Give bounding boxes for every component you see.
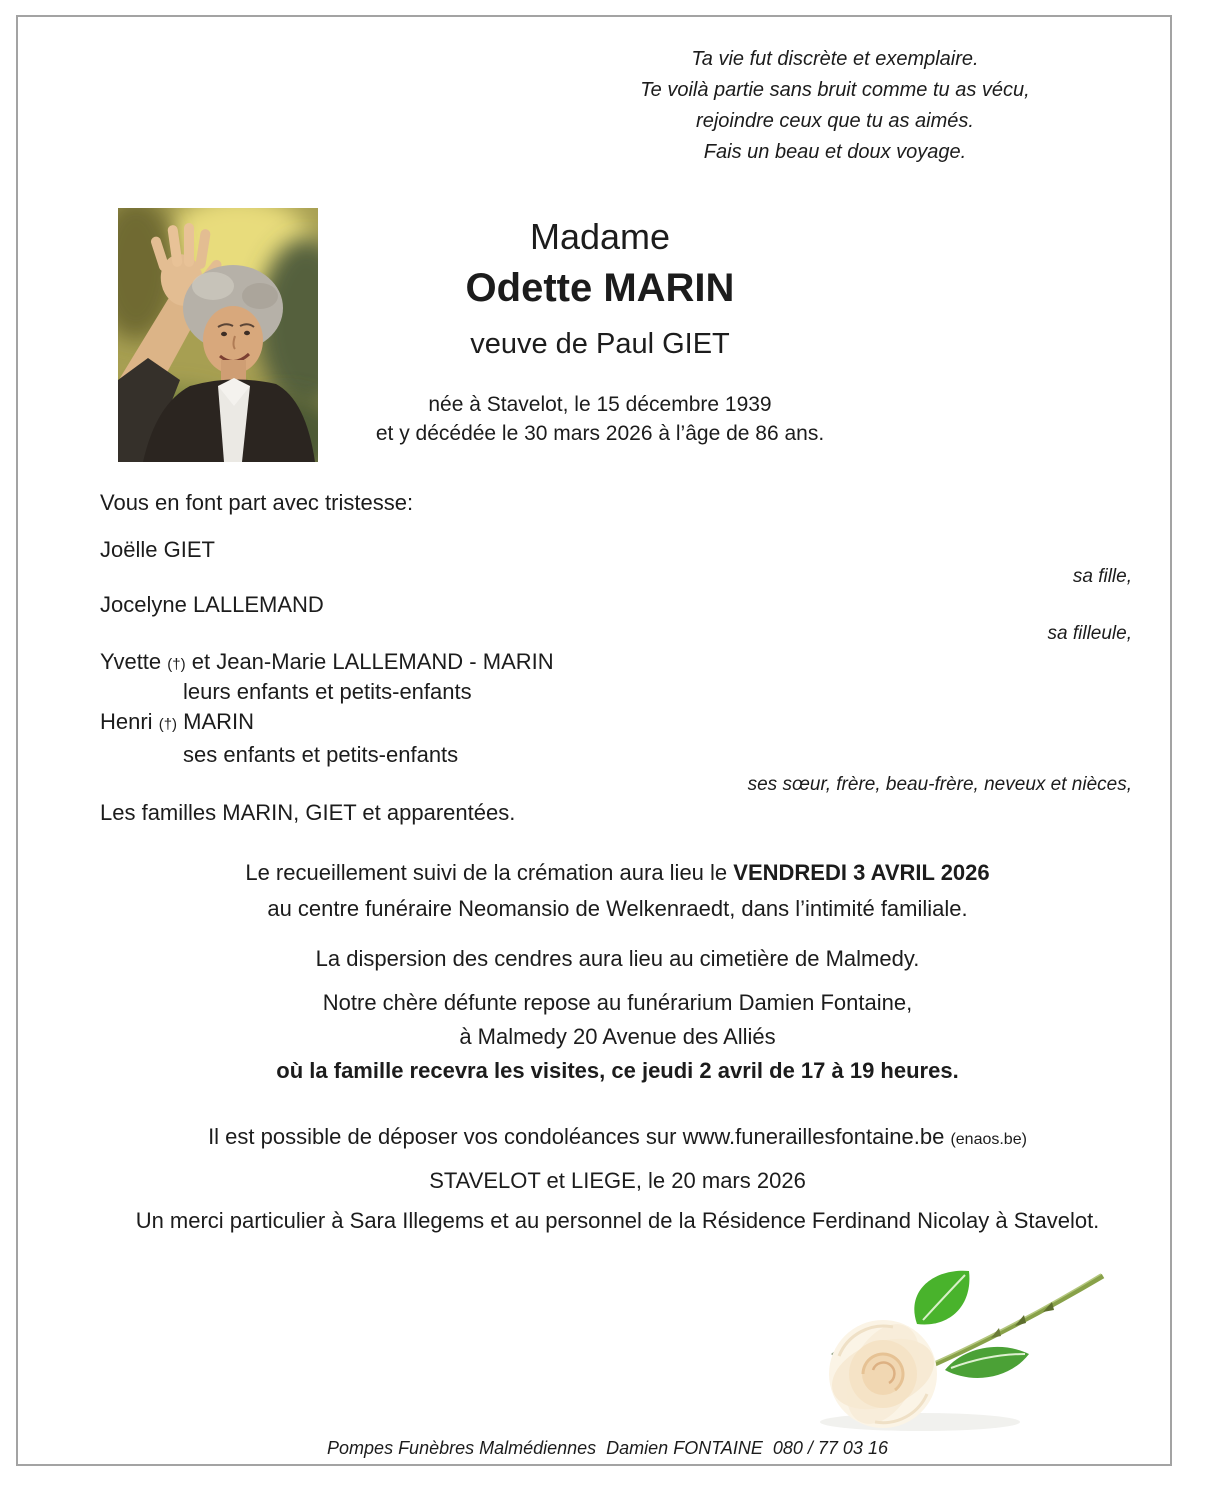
relative-goddaughter-name: Jocelyne LALLEMAND [100,592,324,617]
relative-sister-children: leurs enfants et petits-enfants [183,679,472,704]
relative-brother-first-name: Henri [100,709,153,734]
cremation-place-line: au centre funéraire Neomansio de Welkenraedt, dans l’intimité familiale. [267,896,968,921]
relative-sister-first-name: Yvette [100,649,162,674]
death-line: et y décédée le 30 mars 2026 à l’âge de 86 ans. [375,422,825,445]
condolences-text: Il est possible de déposer vos condoléances sur [208,1124,677,1149]
epitaph [535,44,1135,168]
funeral-home-footer: Pompes Funèbres Malmédiennes Damien FONTAINE 080 / 77 03 16 [327,1438,888,1458]
visits-line: où la famille recevra les visites, ce jeudi 2 avril de 17 à 19 heures. [276,1058,959,1083]
epitaph-line: Fais un beau et doux voyage. [703,141,967,163]
relative-brother-surname: MARIN [183,709,255,734]
deceased-dagger-symbol: (†) [167,656,186,673]
relative-sister-line [100,649,554,675]
relation-daughter: sa fille, [1072,566,1132,587]
epitaph-line: Te voilà partie sans bruit comme tu as vécu, [640,79,1030,101]
epitaph-line: rejoindre ceux que tu as aimés. [696,110,974,132]
families-line: Les familles MARIN, GIET et apparentées. [100,800,516,825]
condolences-line [20,1124,1215,1150]
relative-daughter-name: Joëlle GIET [100,537,215,562]
relative-brother-children: ses enfants et petits-enfants [183,742,459,767]
condolences-note: (enaos.be) [950,1131,1027,1148]
civility-title: Madame [529,216,671,257]
relative-sister-surname: et Jean-Marie LALLEMAND - MARIN [191,649,554,674]
birth-line: née à Stavelot, le 15 décembre 1939 [428,393,772,416]
cremation-text: Le recueillement suivi de la crémation aura lieu le [245,860,728,885]
condolences-website: www.funeraillesfontaine.be [682,1124,945,1149]
deceased-dagger-symbol: (†) [158,716,178,733]
relation-goddaughter: sa filleule, [1047,623,1132,644]
relation-siblings: ses sœur, frère, beau-frère, neveux et nièces, [747,774,1132,795]
relative-brother-line [100,709,254,735]
thanks-line: Un merci particulier à Sara Illegems et au personnel de la Résidence Ferdinand Nicolay à Stavelot. [135,1208,1100,1233]
white-rose-image [795,1262,1115,1434]
epitaph-line: Ta vie fut discrète et exemplaire. [691,48,979,70]
repose-line-2: à Malmedy 20 Avenue des Alliés [459,1024,776,1049]
announcement-intro: Vous en font part avec tristesse: [100,490,414,515]
dateline: STAVELOT et LIEGE, le 20 mars 2026 [429,1168,806,1193]
ashes-dispersion-line: La dispersion des cendres aura lieu au cimetière de Malmedy. [315,946,920,971]
widow-of-line: veuve de Paul GIET [470,328,730,360]
repose-line-1: Notre chère défunte repose au funérarium Damien Fontaine, [322,990,913,1015]
deceased-name: Odette MARIN [465,266,735,310]
cremation-line [20,860,1215,886]
cremation-date: VENDREDI 3 AVRIL 2026 [733,860,990,885]
